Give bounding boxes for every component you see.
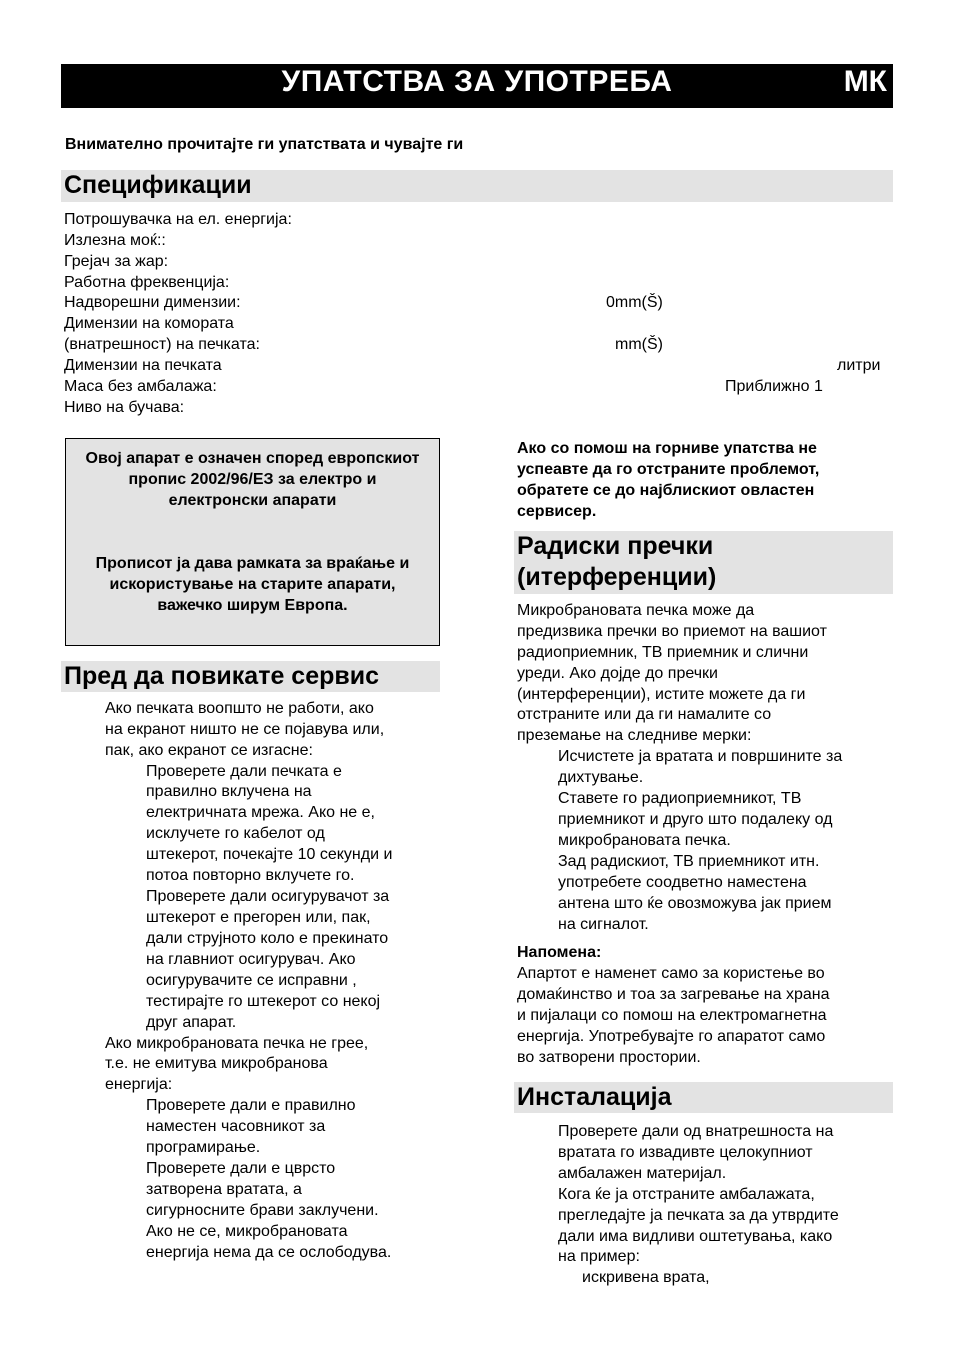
text-line: електричната мрежа. Ако не е, (146, 804, 375, 821)
text-line: употребете соодветно наместена (558, 874, 807, 891)
text-line: Ако печката воопшто не работи, ако (105, 700, 374, 717)
text-line: Исчистете ја вратата и површините за (558, 748, 843, 765)
text-line: предизвика пречки во приемот на вашиот (517, 623, 827, 640)
text-line: штекерот, почекајте 10 секунди и (146, 846, 393, 863)
radio-heading (514, 531, 893, 594)
text-line: Проверете дали од внатрешноста на (558, 1123, 834, 1140)
text-line: енергија. Употребувајте го апаратот само (517, 1028, 826, 1045)
text-line: искривена врата, (582, 1269, 710, 1286)
text-line: исклучете го кабелот од (146, 825, 325, 842)
text-line: преземање на следниве мерки: (517, 727, 752, 744)
spec-label: Надворешни димензии: (64, 294, 241, 311)
radio-heading-line: Радиски пречки (517, 532, 714, 560)
text-line: сигурносните брави заклучени. (146, 1202, 379, 1219)
spec-value: литри (837, 357, 881, 374)
text-line: Ставете го радиоприемникот, ТВ (558, 790, 802, 807)
text-line: во затворени простории. (517, 1049, 701, 1066)
text-line: дали има видливи оштетувања, како (558, 1228, 833, 1245)
page-title: УПАТСТВА ЗА УПОТРЕБА (281, 65, 673, 98)
specs-heading: Спецификации (61, 170, 893, 202)
text-line: енергија нема да се ослободува. (146, 1244, 392, 1261)
text-line: на сигналот. (558, 916, 649, 933)
text-line: затворена вратата, а (146, 1181, 302, 1198)
text-line: прегледајте ја печката за да утврдите (558, 1207, 839, 1224)
text-line: обратете се до најблискиот овластен (517, 482, 815, 499)
spec-value: mm(Š) (615, 336, 663, 353)
text-line: штекерот е прегорен или, пак, (146, 909, 371, 926)
spec-label: Ниво на бучава: (64, 399, 185, 416)
text-line: Кога ќе ја отстраните амбалажата, (558, 1186, 815, 1203)
text-line: приемникот и друго што подалеку од (558, 811, 833, 828)
text-line: друг апарат. (146, 1014, 237, 1031)
install-heading: Инсталација (514, 1082, 893, 1113)
text-line: енергија: (105, 1076, 173, 1093)
text-line: на екранот ништо не се појавува или, (105, 721, 385, 738)
text-line: Ако не се, микробрановата (146, 1223, 348, 1240)
text-line: микробрановата печка. (558, 832, 731, 849)
text-line: домаќинство и тоа за загревање на храна (517, 986, 830, 1003)
spec-label: Димензии на печката (64, 357, 222, 374)
spec-label: Работна фреквенција: (64, 274, 230, 291)
text-line: вратата го извадивте целокупниот (558, 1144, 813, 1161)
text-line: Ако микробрановата печка не грее, (105, 1035, 369, 1052)
text-line: (интерференции), истите можете да ги (517, 686, 806, 703)
text-line: потоа повторно вклучете го. (146, 867, 355, 884)
text-line: антена што ќе овозможува јак прием (558, 895, 832, 912)
text-line: уреди. Ако дојде до пречки (517, 665, 718, 682)
weee-paragraph: Овој апарат е означен според европскиот пропис 2002/96/ЕЗ за електро и електронски апарати (85, 450, 420, 509)
text-line: амбалажен материјал. (558, 1165, 727, 1182)
text-line: сервисер. (517, 503, 597, 520)
text-line: т.е. не емитува микробранова (105, 1055, 328, 1072)
spec-label: Излезна моќ:: (64, 232, 166, 249)
text-line: на пример: (558, 1248, 640, 1265)
text-line: пак, ако екранот се изгасне: (105, 742, 313, 759)
text-line: на главниот осигурувач. Ако (146, 951, 356, 968)
intro-note: Внимателно прочитајте ги упатствата и чувајте ги (65, 136, 464, 153)
text-line: Проверете дали осигурувачот за (146, 888, 390, 905)
text-line: програмирање. (146, 1139, 261, 1156)
text-line: наместен часовникот за (146, 1118, 326, 1135)
text-line: успеавте да го отстраните проблемот, (517, 461, 820, 478)
text-line: отстраните или да ги намалите со (517, 706, 772, 723)
weee-notice-box (65, 438, 440, 646)
text-line: Проверете дали е цврсто (146, 1160, 336, 1177)
service-heading: Пред да повикате сервис (61, 661, 440, 692)
text-line: Зад радискиот, ТВ приемникот итн. (558, 853, 820, 870)
text-line: Проверете дали печката е (146, 763, 342, 780)
text-line: Проверете дали е правилно (146, 1097, 356, 1114)
text-line: тестирајте го штекерот со некој (146, 993, 381, 1010)
text-line: правилно вклучена на (146, 783, 312, 800)
spec-label: Маса без амбалажа: (64, 378, 217, 395)
text-line: Апартот е наменет само за користење во (517, 965, 825, 982)
spec-label: Димензии на комората (64, 315, 234, 332)
radio-heading-line: (итерференции) (517, 563, 717, 591)
spec-value: Приближно 1 (725, 378, 823, 395)
text-line: радиоприемник, ТВ приемник и слични (517, 644, 809, 661)
text-line: дихтување. (558, 769, 644, 786)
spec-value: 0mm(Š) (606, 294, 663, 311)
spec-label: (внатрешност) на печката: (64, 336, 260, 353)
text-line: дали струјното коло е прекинато (146, 930, 389, 947)
note-title: Напомена: (517, 944, 602, 961)
text-line: и пијалаци со помош на електромагнетна (517, 1007, 827, 1024)
text-line: осигурувачите се исправни , (146, 972, 357, 989)
text-line: Микробрановата печка може да (517, 602, 755, 619)
weee-paragraph: Прописот ја дава рамката за враќање и искористување на старите апарати, важечко ширум Европа. (95, 555, 410, 614)
language-code: МК (843, 65, 887, 98)
header-bar (61, 64, 893, 108)
spec-label: Грејач за жар: (64, 253, 169, 270)
text-line: Ако со помош на горниве упатства не (517, 440, 817, 457)
spec-label: Потрошувачка на ел. енергија: (64, 211, 292, 228)
